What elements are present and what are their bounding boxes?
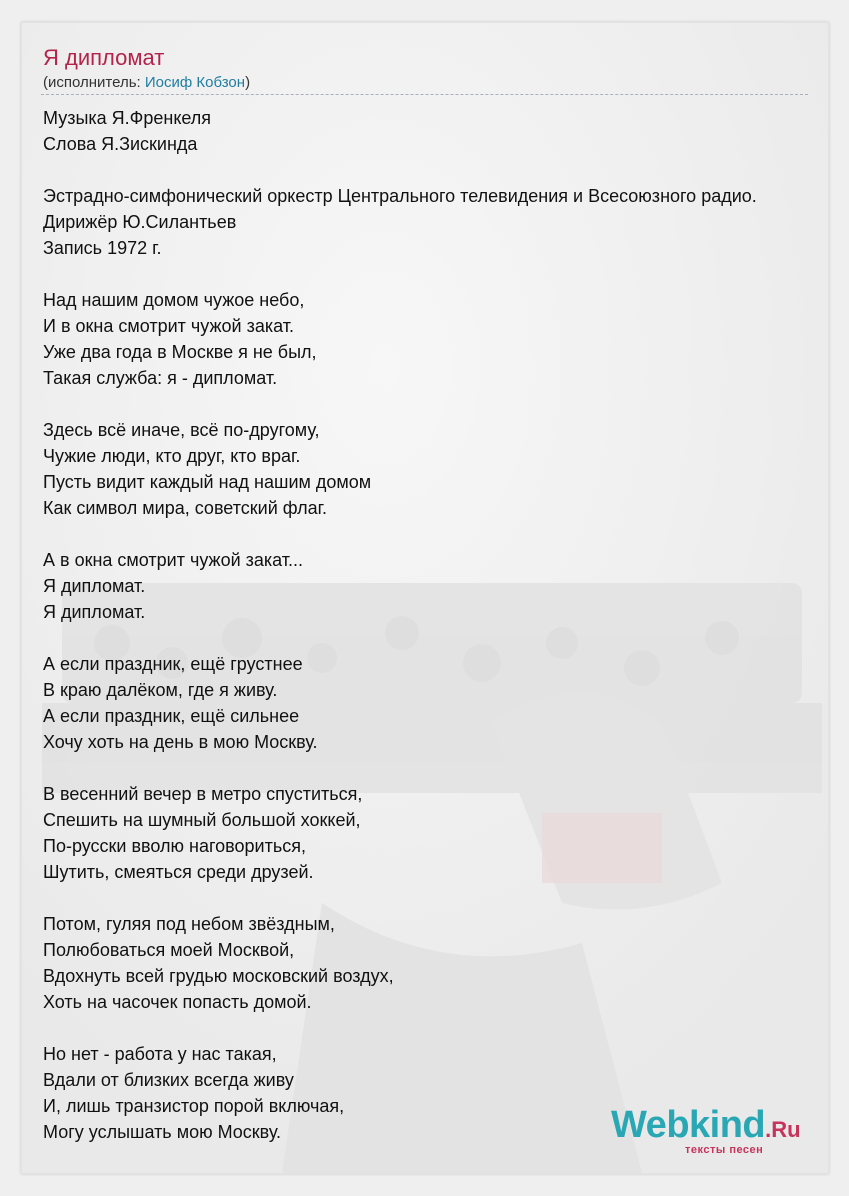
lyric-line: И, лишь транзистор порой включая, xyxy=(43,1096,345,1116)
lyric-line: Спешить на шумный большой хоккей, xyxy=(43,810,361,830)
lyric-line: Чужие люди, кто друг, кто враг. xyxy=(43,446,301,466)
lyric-line: А если праздник, ещё грустнее xyxy=(43,654,303,674)
stanza xyxy=(43,287,829,391)
lyric-line: По-русски вволю наговориться, xyxy=(43,836,306,856)
lyrics-card xyxy=(21,22,829,1174)
lyric-line: Шутить, смеяться среди друзей. xyxy=(43,862,314,882)
lyric-line: Такая служба: я - дипломат. xyxy=(43,368,278,388)
lyric-line: Потом, гуляя под небом звёздным, xyxy=(43,914,335,934)
performer-suffix: ) xyxy=(245,74,251,91)
divider xyxy=(41,94,808,95)
recording-line: Запись 1972 г. xyxy=(43,238,162,258)
lyric-line: А в окна смотрит чужой закат... xyxy=(43,550,304,570)
lyric-line: Уже два года в Москве я не был, xyxy=(43,342,317,362)
lyric-line: Пусть видит каждый над нашим домом xyxy=(43,472,372,492)
lyric-line: В краю далёком, где я живу. xyxy=(43,680,278,700)
lyric-line: Хоть на часочек попасть домой. xyxy=(43,992,312,1012)
lyric-line: Над нашим домом чужое небо, xyxy=(43,290,305,310)
lyrics-text xyxy=(43,105,829,1171)
lyric-line: Я дипломат. xyxy=(43,602,146,622)
credits-block xyxy=(43,105,829,157)
stanza xyxy=(43,911,829,1015)
lyric-line: И в окна смотрит чужой закат. xyxy=(43,316,294,336)
performer-line xyxy=(43,74,250,91)
song-title: Я дипломат xyxy=(43,45,165,70)
lyric-line: Я дипломат. xyxy=(43,576,146,596)
performer-link[interactable]: Иосиф Кобзон xyxy=(144,74,246,91)
stanza xyxy=(43,1041,829,1145)
stanza xyxy=(43,651,829,755)
credit-line: Слова Я.Зискинда xyxy=(43,134,198,154)
logo-name: Webkind xyxy=(611,1104,766,1146)
stanza xyxy=(43,781,829,885)
lyric-line: Полюбоваться моей Москвой, xyxy=(43,940,295,960)
recording-block xyxy=(43,183,829,261)
recording-line: Дирижёр Ю.Силантьев xyxy=(43,212,237,232)
stanza xyxy=(43,417,829,521)
credit-line: Музыка Я.Френкеля xyxy=(43,108,212,128)
lyric-line: Как символ мира, советский флаг. xyxy=(43,498,328,518)
lyric-line: Здесь всё иначе, всё по-другому, xyxy=(43,420,320,440)
recording-line: Эстрадно-симфонический оркестр Центрального телевидения и Всесоюзного радио. xyxy=(43,186,757,206)
performer-prefix: (исполнитель: xyxy=(43,74,145,91)
lyric-line: Хочу хоть на день в мою Москву. xyxy=(43,732,318,752)
lyric-line: В весенний вечер в метро спуститься, xyxy=(43,784,363,804)
lyric-line: Могу услышать мою Москву. xyxy=(43,1122,282,1142)
lyric-line: Но нет - работа у нас такая, xyxy=(43,1044,277,1064)
lyric-line: Вдохнуть всей грудью московский воздух, xyxy=(43,966,394,986)
stanza xyxy=(43,547,829,625)
logo-tld: .Ru xyxy=(765,1117,801,1142)
lyric-line: Вдали от близких всегда живу xyxy=(43,1070,294,1090)
lyric-line: А если праздник, ещё сильнее xyxy=(43,706,300,726)
logo-tagline: тексты песен xyxy=(685,1144,764,1156)
